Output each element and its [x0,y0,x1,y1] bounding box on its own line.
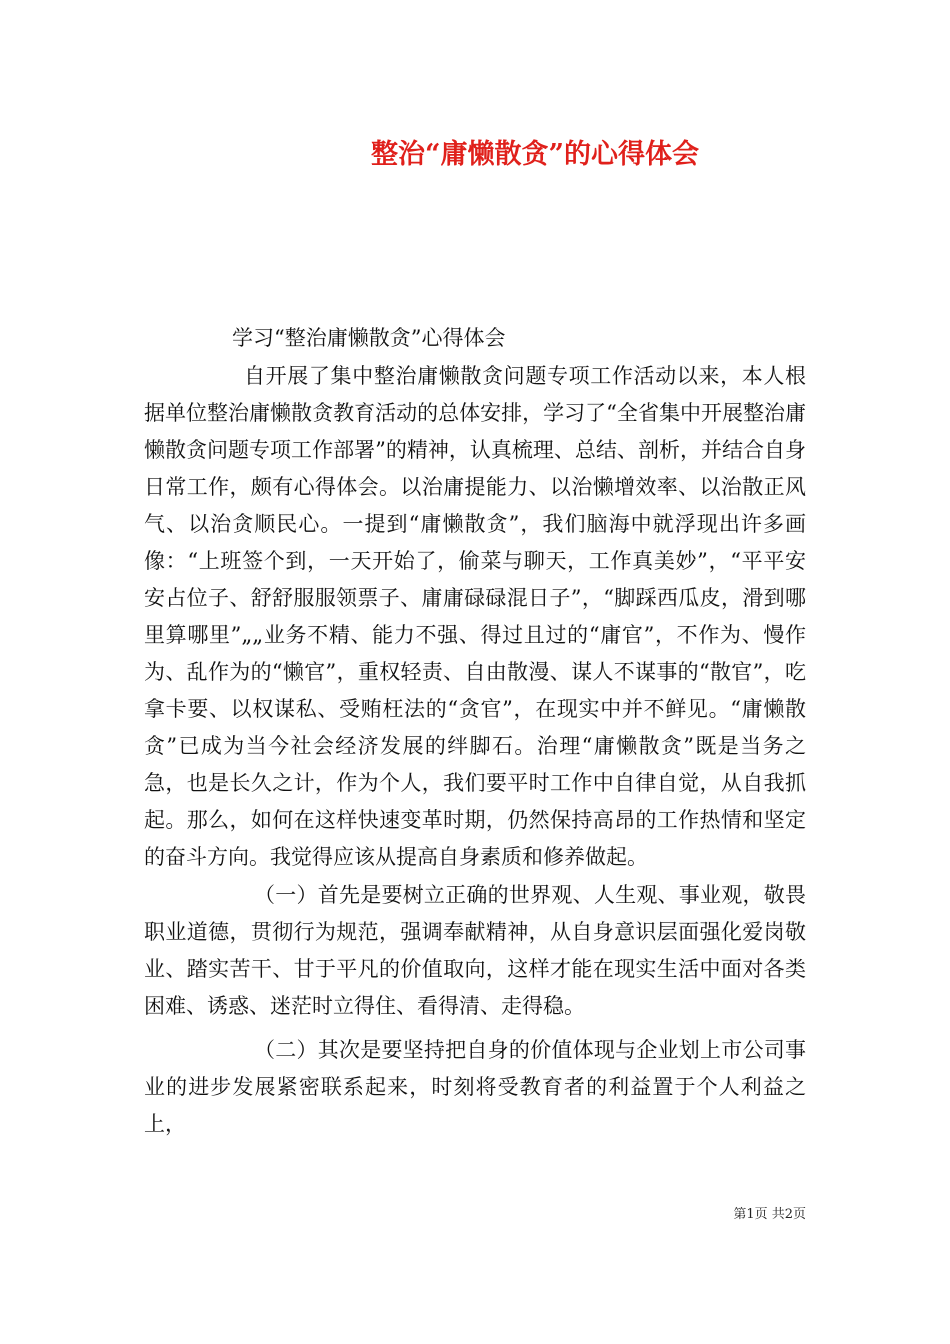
document-title: 整治“庸懒散贪”的心得体会 [370,139,700,170]
page-number-footer: 第1页 共2页 [733,1207,806,1222]
paragraph-intro: 自开展了集中整治庸懒散贪问题专项工作活动以来，本人根据单位整治庸懒散贪教育活动的总体安排，学习了“全省集中开展整治庸懒散贪问题专项工作部署”的精神，认真梳理、总结、剖析，并结合自身日常工作，颇有心得体会。以治庸提能力、以治懒增效率、以治散正风气、以治贪顺民心。一提到“庸懒散贪”，我们脑海中就浮现出许多画像：“上班签个到，一天开始了，偷菜与聊天，工作真美妙”，“平平安安占位子、舒舒服服领票子、庸庸碌碌混日子”，“脚踩西瓜皮，滑到哪里算哪里”„„业务不精、能力不强、得过且过的“庸官”，不作为、慢作为、乱作为的“懒官”，重权轻责、自由散漫、谋人不谋事的“散官”，吃拿卡要、以权谋私、受贿枉法的“贪官”，在现实中并不鲜见。“庸懒散贪”已成为当今社会经济发展的绊脚石。治理“庸懒散贪”既是当务之急，也是长久之计，作为个人，我们要平时工作中自律自觉，从自我抓起。那么，如何在这样快速变革时期，仍然保持高昂的工作热情和坚定的奋斗方向。我觉得应该从提高自身素质和修养做起。 [144,364,806,869]
document-subtitle: 学习“整治庸懒散贪”心得体会 [232,326,506,350]
paragraph-point-one: （一）首先是要树立正确的世界观、人生观、事业观，敬畏职业道德，贯彻行为规范，强调奉献精神，从自身意识层面强化爱岗敬业、踏实苦干、甘于平凡的价值取向，这样才能在现实生活中面对各类困难、诱惑、迷茫时立得住、看得清、走得稳。 [144,883,806,1018]
document-body [144,358,806,1143]
paragraph-point-two: （二）其次是要坚持把自身的价值体现与企业划上市公司事业的进步发展紧密联系起来，时刻将受教育者的利益置于个人利益之上， [144,1038,806,1136]
